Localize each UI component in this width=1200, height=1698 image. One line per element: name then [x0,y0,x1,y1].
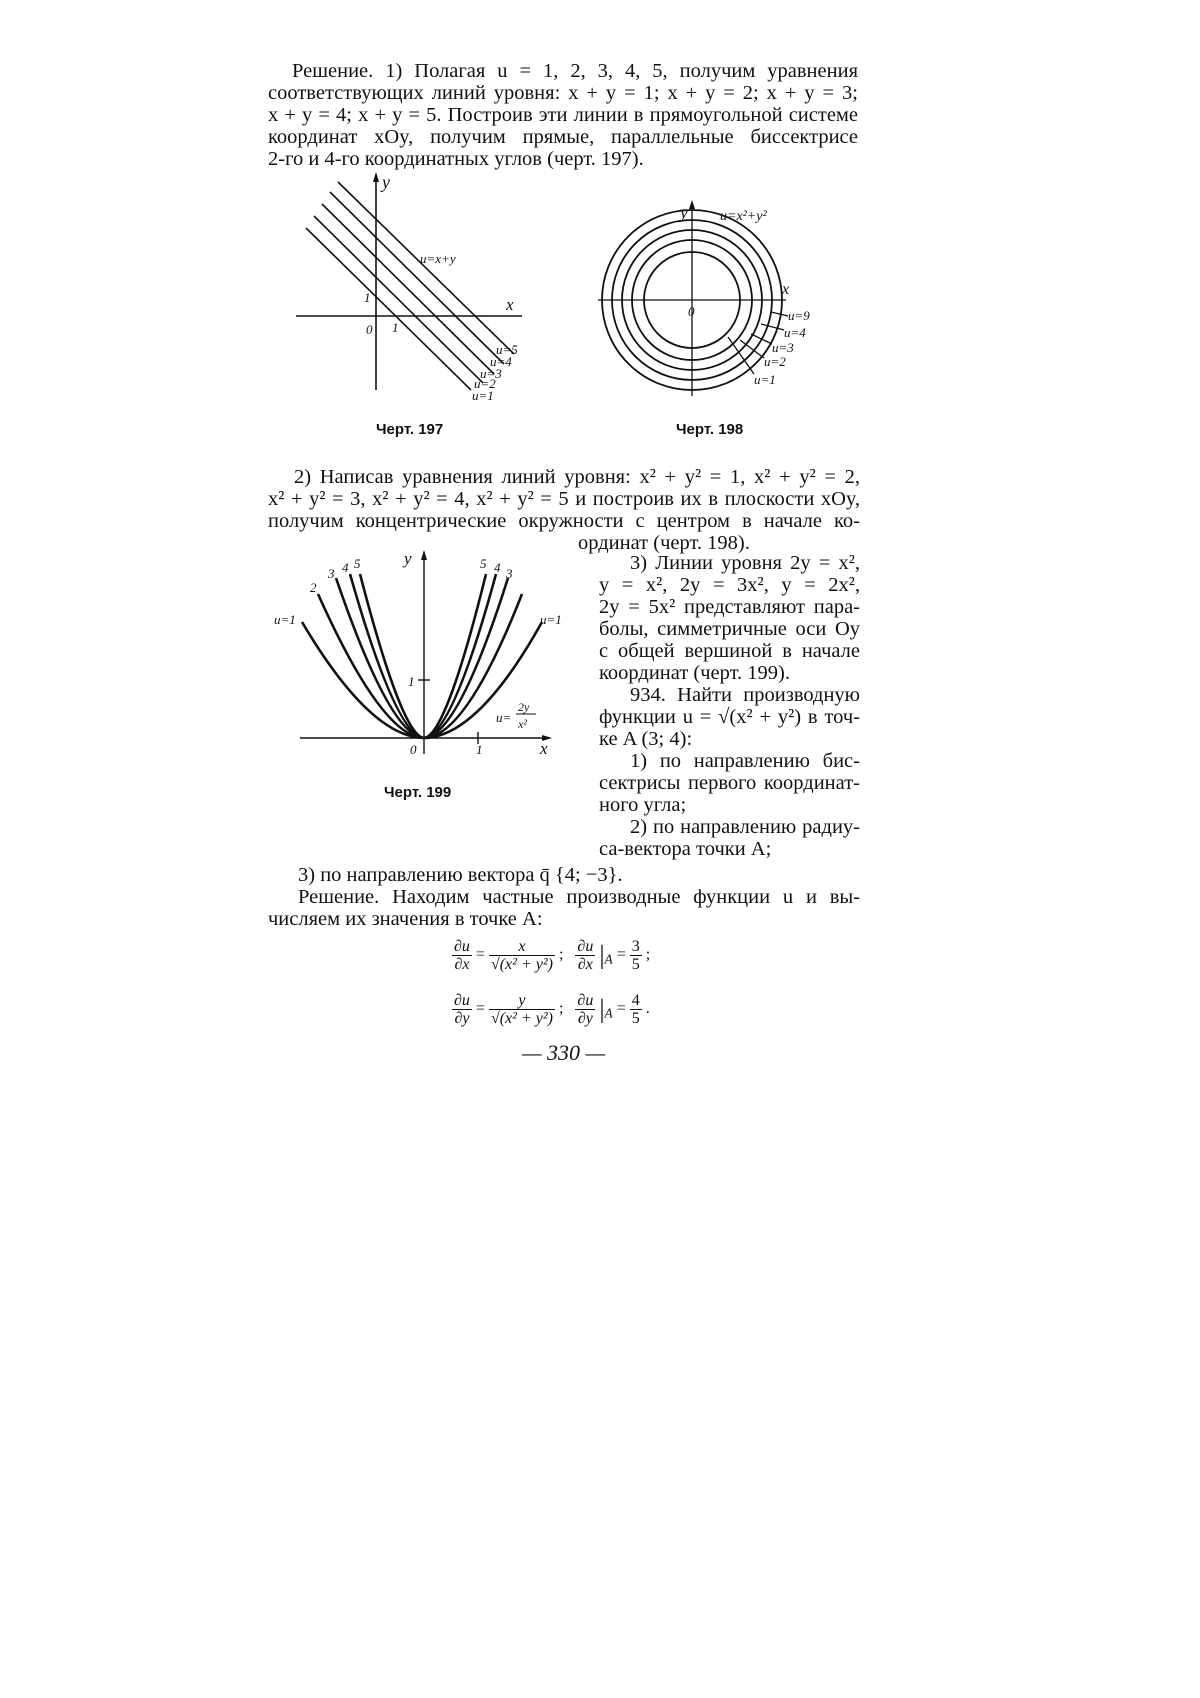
text-line: Решение. 1) Полагая u = 1, 2, 3, 4, 5, получим уравнения [292,60,858,82]
origin-label: 0 [688,304,695,319]
page-number: — 330 — [522,1040,606,1065]
x-axis-label: x [540,739,548,758]
level-label: 3 [328,566,335,581]
y-axis-label: y [680,202,688,222]
level-label: u=1 [754,372,776,387]
fraction-numerator: ∂u [454,938,470,955]
tick-y-label: 1 [364,290,371,305]
text-line: числяем их значения в точке A: [268,908,543,930]
level-label: 5 [354,556,361,571]
text-line: координат (черт. 199). [599,662,791,684]
text-line: Решение. Находим частные производные функции u и вы- [298,886,860,908]
fraction-numerator: 4 [631,992,640,1009]
fraction-denominator: √(x² + y²) [490,956,553,973]
fraction-numerator: ∂u [454,992,470,1009]
figure-199 [272,548,572,758]
level-label: 2 [310,580,317,595]
text-line: ного угла; [599,794,687,816]
x-axis-label: x [782,281,790,298]
formula-label: u= [496,710,512,725]
level-label: 5 [480,556,487,571]
formula-du-dx: $\frac{\partial u}{\partial x}$ = $\frac{x}{\text{√(x² + y²)}}$ ; $\frac{\partial u}{\partial x}$ $|_A$ = $\frac{3}{5}$ ; [454,938,651,973]
tick-y-label: 1 [408,674,415,689]
text-line: получим концентрические окружности с центром в начале ко- [268,510,860,532]
text-line: 3) Линии уровня 2y = x², [630,552,860,574]
problem-heading: 934. Найти производную [630,684,860,706]
text-line: сектрисы первого координат- [599,772,860,794]
text-line: функции u = √(x² + y²) в точ- [599,706,860,728]
level-label: u=9 [788,308,810,323]
tick-x-label: 1 [476,742,483,757]
level-label: u=1 [472,388,494,403]
level-label: u=4 [784,325,806,340]
fraction-denominator: 5 [631,1010,640,1027]
text-line: 3) по направлению вектора q̄ {4; −3}. [298,864,623,886]
fraction-denominator: ∂x [454,956,470,973]
text-line: y = x², 2y = 3x², y = 2x², [599,574,860,596]
origin-label: 0 [366,322,373,337]
y-axis-label: y [404,549,412,568]
figure-caption: Черт. 199 [384,784,452,801]
text-line: x + y = 4; x + y = 5. Построив эти линии в прямоугольной системе [268,104,858,126]
evaluation-point: A [604,951,613,967]
y-axis-label: y [382,172,390,192]
level-label: u=5 [496,342,518,357]
level-label: u=1 [540,612,562,627]
text-line: ординат (черт. 198). [578,532,750,554]
level-label: u=4 [490,354,512,369]
fraction-denominator: ∂y [454,1010,470,1027]
figure-caption: Черт. 197 [376,421,444,438]
fraction-numerator: x [489,938,555,956]
figure-197 [296,168,536,408]
fraction-numerator: y [489,992,555,1010]
formula-denominator: x² [518,717,527,731]
figure-198 [596,196,846,396]
text-line: координат xOy, получим прямые, параллельные биссектрисе [268,126,858,148]
text-line: 2y = 5x² представляют пара- [599,596,860,618]
fraction-numerator: ∂u [577,992,594,1009]
level-label: u=2 [474,376,496,391]
level-label: 4 [342,560,349,575]
formula-label: u=x²+y² [720,209,767,224]
fraction-denominator: 5 [631,956,640,973]
text-line: 1) по направлению бис- [630,750,860,772]
level-label: 4 [494,560,501,575]
level-label: u=3 [480,366,502,381]
figure-caption: Черт. 198 [676,421,744,438]
level-label: 3 [506,566,513,581]
text-line: x² + y² = 3, x² + y² = 4, x² + y² = 5 и построив их в плоскости xOy, [268,488,860,510]
level-label: u=2 [764,354,786,369]
text-line: соответствующих линий уровня: x + y = 1; x + y = 2; x + y = 3; [268,82,858,104]
fraction-numerator: 3 [631,938,640,955]
text-line: болы, симметричные оси Oy [599,618,860,640]
tick-x-label: 1 [392,320,399,335]
fraction-denominator: √(x² + y²) [490,1010,553,1027]
text-line: 2-го и 4-го координатных углов (черт. 197). [268,148,644,170]
formula-du-dy: $\frac{\partial u}{\partial y}$ = $\frac{y}{\text{√(x² + y²)}}$ ; $\frac{\partial u}{\partial y}$ $|_A$ = $\frac{4}{5}$ . [454,992,650,1027]
evaluation-point: A [604,1005,613,1021]
fraction-denominator: ∂x [577,956,593,973]
text-line: с общей вершиной в начале [599,640,860,662]
origin-label: 0 [410,742,417,757]
text-line: са-вектора точки A; [599,838,772,860]
fraction-numerator: ∂u [577,938,594,955]
text-line: 2) Написав уравнения линий уровня: x² + y² = 1, x² + y² = 2, [294,466,860,488]
text-line: ке A (3; 4): [599,728,693,750]
fraction-denominator: ∂y [577,1010,593,1027]
formula-numerator: 2y [518,700,530,714]
formula-label: u=x+y [420,251,456,266]
level-label: u=1 [274,612,296,627]
level-label: u=3 [772,340,794,355]
text-line: 2) по направлению радиу- [630,816,860,838]
x-axis-label: x [506,295,514,314]
